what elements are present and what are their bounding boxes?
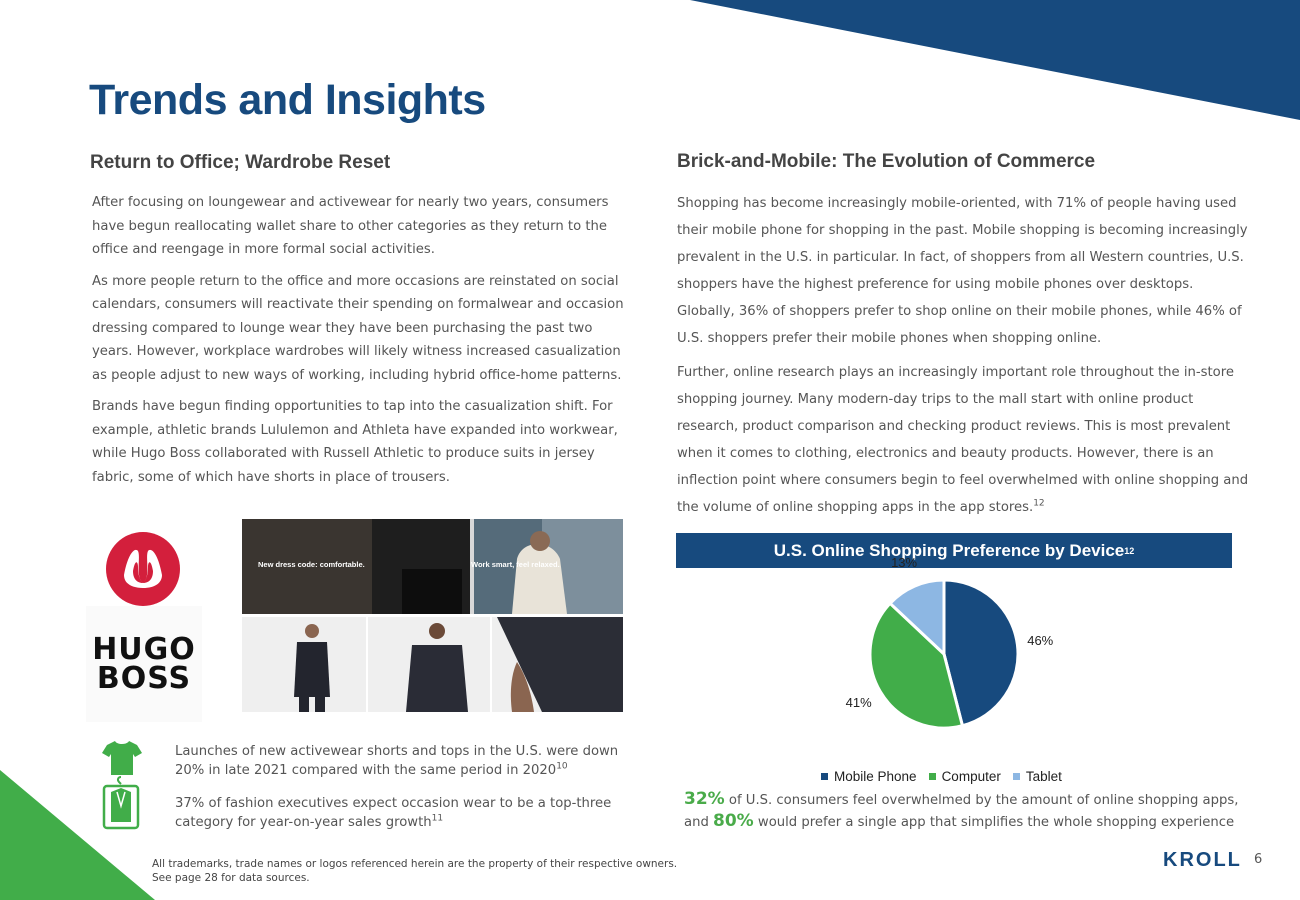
right-paragraph-2-wrap [677, 359, 1249, 521]
callout-line-2 [684, 811, 1234, 831]
legend-label-tablet: Tablet [1025, 769, 1062, 784]
footer-trademark-note: All trademarks, trade names or logos referenced herein are the property of their respective owners. [152, 858, 678, 870]
right-paragraph-2-footnote-ref: 12 [1033, 498, 1045, 509]
callout-text-single-app: would prefer a single app that simplifies the whole shopping experience [757, 815, 1235, 830]
footer-sources-note: See page 28 for data sources. [152, 872, 310, 884]
left-paragraph-2: As more people return to the office and more occasions are reinstated on social calendars, consumers will reactivate their spending on formalwear and occasion dressing compared to lounge wear they have been purchasing the past two years. However, workplace wardrobes will likely witness increased casualization as people adjust to new ways of working, including hybrid office-home patterns. [92, 273, 624, 383]
photo-caption-comfortable: New dress code: comfortable. [258, 560, 365, 569]
hugo-boss-logo [86, 606, 202, 722]
photo-caption-work-smart: Work smart, feel relaxed. [471, 560, 560, 569]
left-body-text [92, 191, 632, 497]
legend-label-computer: Computer [941, 769, 1001, 784]
left-paragraph-1: After focusing on loungewear and activewear for nearly two years, consumers have begun reallocating wallet share to other categories as they return to the office and reengage in more formal social activities. [92, 195, 609, 257]
stat-activewear-footnote-ref: 10 [556, 761, 568, 772]
garment-bag-icon [102, 776, 140, 830]
chart-title: U.S. Online Shopping Preference by Device [773, 540, 1125, 560]
left-paragraph-3: Brands have begun finding opportunities to tap into the casualization shift. For example, athletic brands Lululemon and Athleta have expanded into workwear, while Hugo Boss collaborated with Russell Athletic to produce suits in jersey fabric, some of which have shorts in place of trousers. [92, 399, 618, 485]
legend-item-computer [929, 769, 1001, 784]
legend-swatch-computer [929, 773, 936, 780]
callout-line-1 [684, 789, 1238, 809]
right-body-text [677, 190, 1249, 528]
legend-swatch-tablet [1013, 773, 1020, 780]
callout-stat-overwhelmed: 32% [684, 789, 725, 809]
callout-stat-single-app: 80% [713, 811, 754, 831]
legend-item-mobile-phone [821, 769, 917, 784]
right-section-heading: Brick-and-Mobile: The Evolution of Commerce [677, 151, 1096, 172]
callout-and: and [684, 815, 709, 830]
left-section-heading: Return to Office; Wardrobe Reset [90, 152, 391, 173]
chart-legend [821, 769, 1062, 784]
pie-label-mobile-phone: 46% [1027, 632, 1054, 648]
hugo-logo-text: HUGO [92, 632, 196, 667]
callout-text-overwhelmed: of U.S. consumers feel overwhelmed by the amount of online shopping apps, [728, 793, 1239, 808]
tshirt-icon [102, 739, 142, 777]
lululemon-logo [105, 531, 181, 607]
legend-swatch-mobile-phone [821, 773, 828, 780]
stat-occasion-wear-body: 37% of fashion executives expect occasion wear to be a top-three category for year-on-year sales growth [175, 796, 612, 830]
stat-activewear-text [175, 742, 645, 780]
pie-label-tablet: 13% [891, 555, 918, 571]
footer-disclaimer [152, 857, 677, 885]
jersey-suit-photo [242, 617, 623, 712]
stat-occasion-wear-text [175, 794, 645, 832]
right-paragraph-2: Further, online research plays an increasingly important role throughout the in-store shopping journey. Many modern-day trips to the mall start with online product research, product comparison and checking product reviews. This is most prevalent when it comes to clothing, electronics and beauty products. However, there is an inflection point where consumers begin to feel overwhelmed with online shopping and the volume of online shopping apps in the app stores. [677, 365, 1249, 515]
right-paragraph-1: Shopping has become increasingly mobile-oriented, with 71% of people having used their mobile phone for shopping in the past. Mobile shopping is becoming increasingly prevalent in the U.S. in particular. In fact, of shoppers from all Western countries, U.S. shoppers have the highest preference for using mobile phones over desktops. Globally, 36% of shoppers prefer to shop online on their mobile phones, while 46% of U.S. shoppers prefer their mobile phones when shopping online. [677, 196, 1248, 346]
page-number: 6 [1254, 852, 1263, 867]
pie-label-computer: 41% [845, 694, 872, 710]
page-title: Trends and Insights [89, 76, 486, 124]
legend-label-mobile-phone: Mobile Phone [834, 769, 917, 784]
legend-item-tablet [1013, 769, 1062, 784]
chart-title-banner: U.S. Online Shopping Preference by Device 12 [676, 533, 1232, 568]
workwear-campaign-photo [242, 519, 623, 614]
stat-activewear-body: Launches of new activewear shorts and tops in the U.S. were down 20% in late 2021 compared with the same period in 2020 [175, 744, 619, 778]
stat-occasion-wear-footnote-ref: 11 [431, 813, 444, 824]
boss-logo-text: BOSS [96, 661, 192, 696]
kroll-logo: KROLL [1163, 849, 1242, 871]
